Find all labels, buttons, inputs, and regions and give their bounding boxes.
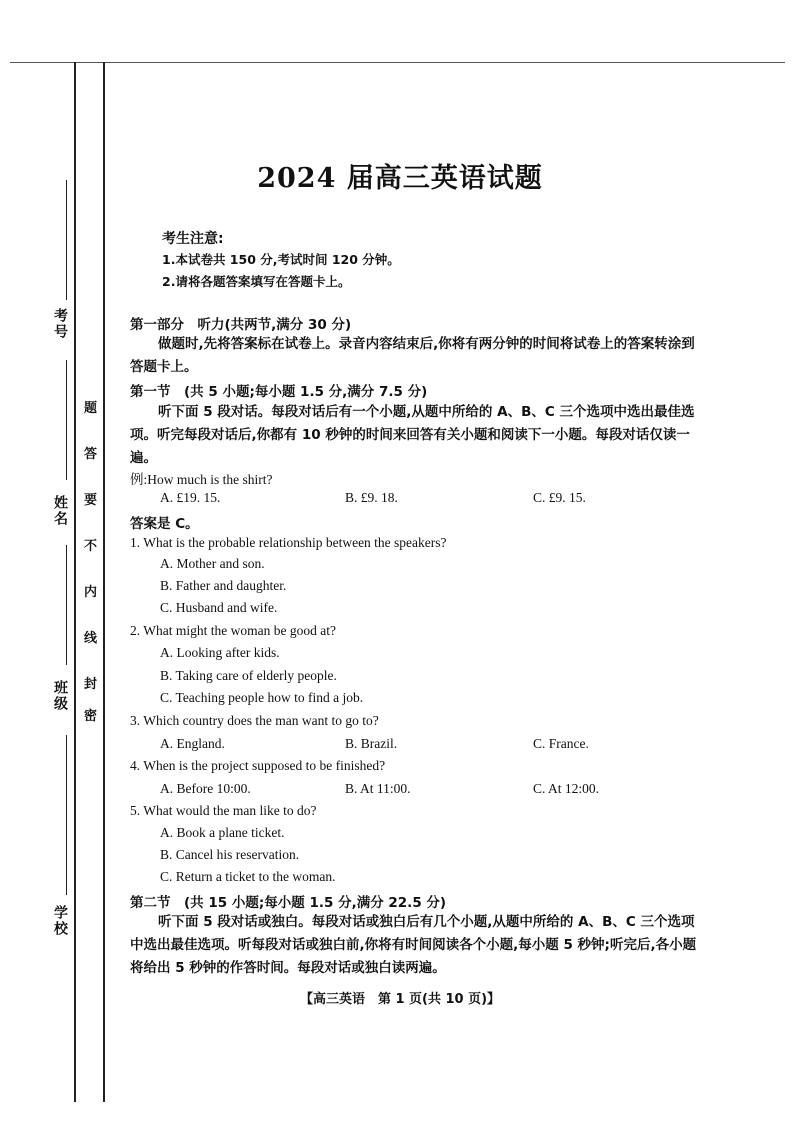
seal-char: 答 — [84, 447, 98, 462]
question-3-option-a: A. England. — [160, 736, 225, 751]
section1-heading: 第一节 (共 5 小题;每小题 1.5 分,满分 7.5 分) — [130, 384, 428, 400]
section2-instruction: 听下面 5 段对话或独白。每段对话或独白后有几个小题,从题中所给的 A、B、C 三个选项中选出最佳选项。听每段对话或独白前,你将有时间阅读各个小题,每小题 5 秒钟;听完后,各小题将给出 5 秒钟的作答时间。每段对话或独白读两遍。 — [130, 914, 697, 976]
example-answer: 答案是 C。 — [130, 516, 199, 532]
notice-item: 1.本试卷共 150 分,考试时间 120 分钟。 — [162, 252, 400, 267]
exam-no-label: 考号 — [52, 308, 68, 340]
question-2: 2. What might the woman be good at? — [130, 623, 336, 638]
question-2-option-b: B. Taking care of elderly people. — [160, 668, 337, 683]
notice-heading: 考生注意: — [162, 231, 224, 247]
question-1-option-c: C. Husband and wife. — [160, 600, 278, 615]
question-5-option-b: B. Cancel his reservation. — [160, 847, 300, 862]
exam-no-blank-line — [66, 180, 67, 300]
section1-instruction: 听下面 5 段对话。每段对话后有一个小题,从题中所给的 A、B、C 三个选项中选出最佳选项。听完每段对话后,你都有 10 秒钟的时间来回答有关小题和阅读下一小题。每段对话仅读一遍。 — [130, 404, 695, 466]
example-question: 例:How much is the shirt? — [130, 472, 273, 487]
example-option-b: B. £9. 18. — [345, 490, 398, 505]
school-blank-line — [66, 735, 67, 895]
class-label: 班级 — [52, 680, 68, 712]
section2-heading: 第二节 (共 15 小题;每小题 1.5 分,满分 22.5 分) — [130, 895, 447, 911]
class-blank-line — [66, 545, 67, 665]
question-5-option-c: C. Return a ticket to the woman. — [160, 869, 336, 884]
question-4-option-c: C. At 12:00. — [533, 781, 600, 796]
margin-line-inner — [103, 62, 105, 1102]
question-1-option-b: B. Father and daughter. — [160, 578, 287, 593]
seal-char: 要 — [84, 493, 98, 508]
top-cut-line — [10, 62, 785, 63]
page-footer: 【高三英语 第 1 页(共 10 页)】 — [299, 992, 501, 1007]
question-2-option-c: C. Teaching people how to find a job. — [160, 690, 364, 705]
question-1: 1. What is the probable relationship between the speakers? — [130, 535, 447, 550]
page-title: 2024 届高三英语试题 — [257, 163, 543, 194]
seal-char: 线 — [84, 631, 98, 646]
seal-char: 题 — [84, 401, 98, 416]
question-3-option-b: B. Brazil. — [345, 736, 398, 751]
question-4: 4. When is the project supposed to be finished? — [130, 758, 386, 773]
question-5-option-a: A. Book a plane ticket. — [160, 825, 285, 840]
seal-char: 内 — [84, 585, 98, 600]
notice-item: 2.请将各题答案填写在答题卡上。 — [162, 274, 351, 289]
question-1-option-a: A. Mother and son. — [160, 556, 265, 571]
seal-char: 封 — [84, 677, 98, 692]
part1-instruction: 做题时,先将答案标在试卷上。录音内容结束后,你将有两分钟的时间将试卷上的答案转涂到答题卡上。 — [130, 336, 695, 375]
question-4-option-b: B. At 11:00. — [345, 781, 411, 796]
question-2-option-a: A. Looking after kids. — [160, 645, 280, 660]
seal-char: 密 — [84, 709, 98, 724]
margin-line-outer — [74, 62, 76, 1102]
name-blank-line — [66, 360, 67, 480]
example-option-c: C. £9. 15. — [533, 490, 586, 505]
example-option-a: A. £19. 15. — [160, 490, 221, 505]
seal-char: 不 — [84, 539, 98, 554]
question-5: 5. What would the man like to do? — [130, 803, 317, 818]
question-4-option-a: A. Before 10:00. — [160, 781, 251, 796]
question-3-option-c: C. France. — [533, 736, 589, 751]
part1-heading: 第一部分 听力(共两节,满分 30 分) — [130, 317, 352, 333]
question-3: 3. Which country does the man want to go to? — [130, 713, 379, 728]
name-label: 姓名 — [52, 495, 68, 527]
school-label: 学校 — [52, 905, 68, 937]
